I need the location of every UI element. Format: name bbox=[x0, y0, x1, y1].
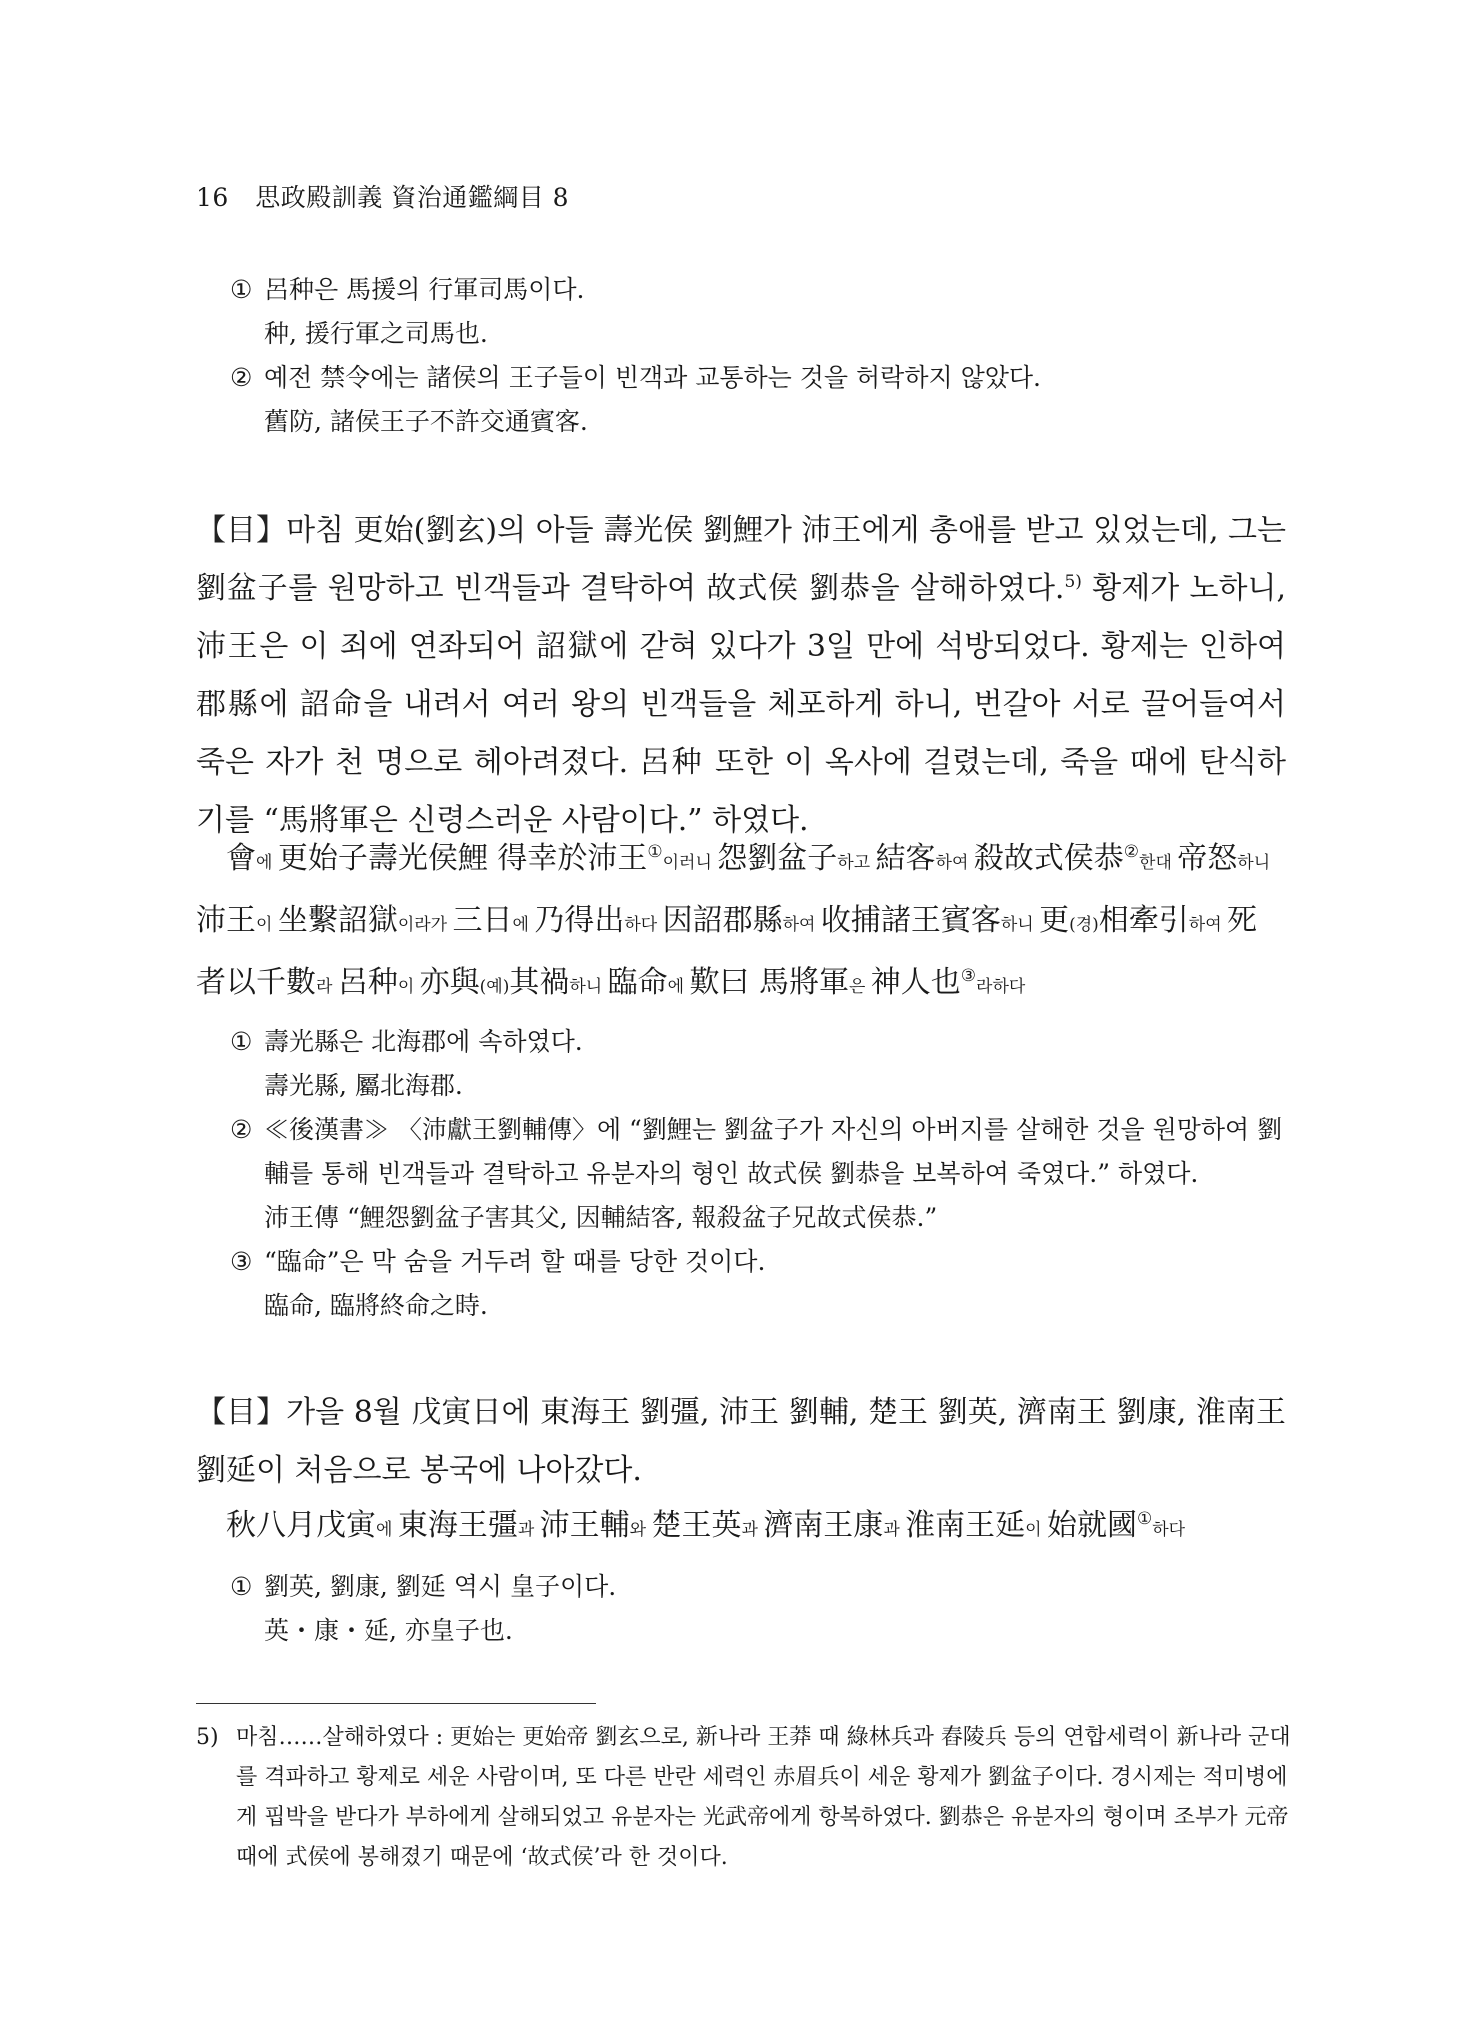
hanmun-text: 收捕諸王賓客 bbox=[820, 903, 1001, 938]
hanmun-particle: 와 bbox=[629, 1520, 652, 1540]
page-number: 16 bbox=[196, 183, 229, 212]
hanmun-text: 殺故式侯恭 bbox=[973, 841, 1124, 876]
footnote-number: 5) bbox=[196, 1725, 219, 1750]
mok-paragraph-translation bbox=[196, 502, 1286, 850]
hanmun-text: 三日 bbox=[452, 903, 513, 938]
note-item bbox=[230, 1108, 1304, 1240]
hanmun-particle: 에 bbox=[256, 853, 278, 873]
note-classical: 舊防, 諸侯王子不許交通賓客. bbox=[264, 407, 588, 436]
mok-text-a: 마침 更始(劉玄)의 아들 壽光侯 劉鯉가 沛王에게 총애를 받고 있었는데, 그는 劉盆子를 원망하고 빈객들과 결탁하여 故式侯 劉恭을 살해하였다. bbox=[196, 513, 1286, 606]
note-item bbox=[230, 1020, 1304, 1108]
hanmun-text: 相牽引 bbox=[1098, 903, 1189, 938]
hanmun-particle: 과 bbox=[517, 1520, 540, 1540]
hanmun-text: 怨劉盆子 bbox=[717, 841, 838, 876]
hanmun-particle: 에 bbox=[376, 1520, 398, 1540]
hanmun-particle: 과 bbox=[883, 1520, 906, 1540]
note-ref: ③ bbox=[960, 966, 977, 986]
hanmun-particle: 이 bbox=[256, 915, 278, 935]
hanmun-particle: 은 bbox=[848, 977, 871, 997]
hanmun-particle: 하여 bbox=[1188, 915, 1228, 935]
footnote-text: 마침……살해하였다 : 更始는 更始帝 劉玄으로, 新나라 王莽 때 綠林兵과 舂陵兵 등의 연합세력이 新나라 군대를 격파하고 황제로 세운 사람이며, 또 다른 반란 세력인 赤眉兵이 세운 황제가 劉盆子이다. 경시제는 적미병에게 핍박을 받다가 부하에게 살해되었고 유분자는 光武帝에게 항복하였다. 劉恭은 유분자의 형이며 조부가 元帝 때에 式侯에 봉해졌기 때문에 ‘故式侯’라 한 것이다. bbox=[236, 1725, 1291, 1870]
mok-paragraph-translation-2 bbox=[196, 1384, 1286, 1500]
notes-bottom bbox=[230, 1565, 616, 1653]
book-title: 思政殿訓義 資治通鑑綱目 8 bbox=[255, 183, 570, 212]
mok-tag: 【目】 bbox=[196, 1395, 287, 1430]
hanmun-particle: 이라가 bbox=[397, 915, 453, 935]
note-item bbox=[230, 356, 1041, 444]
hanmun-particle: (예) bbox=[479, 977, 510, 997]
hanmun-particle: 라 bbox=[316, 977, 338, 997]
hanmun-particle: (경) bbox=[1069, 915, 1099, 935]
hanmun-particle: 이러니 bbox=[662, 853, 718, 873]
hanmun-text: 臨命 bbox=[607, 965, 668, 1000]
footnote bbox=[196, 1718, 1291, 1878]
note-classical: 沛王傳 “鯉怨劉盆子害其父, 因輔結客, 報殺盆子兄故式侯恭.” bbox=[264, 1203, 938, 1232]
hanmun-particle: 하다 bbox=[624, 915, 663, 935]
footnote-ref: 5) bbox=[1064, 572, 1082, 592]
hanmun-text: 歎曰 馬將軍 bbox=[689, 965, 849, 1000]
hanmun-text: 東海王彊 bbox=[397, 1508, 518, 1543]
hanmun-text: 會 bbox=[226, 841, 256, 876]
note-classical: 种, 援行軍之司馬也. bbox=[264, 319, 488, 348]
note-number: ② bbox=[230, 363, 253, 392]
hanmun-text: 神人也 bbox=[870, 965, 961, 1000]
hanmun-paragraph bbox=[196, 830, 1286, 1016]
running-header bbox=[196, 178, 569, 214]
hanmun-text: 坐繫詔獄 bbox=[277, 903, 398, 938]
note-number: ① bbox=[230, 1027, 253, 1056]
hanmun-text: 更始子壽光侯鯉 得幸於沛王 bbox=[277, 841, 648, 876]
hanmun-particle: 에 bbox=[667, 977, 690, 997]
hanmun-particle: 하니 bbox=[569, 977, 608, 997]
hanmun-text: 秋八月戊寅 bbox=[226, 1508, 376, 1543]
note-number: ① bbox=[230, 275, 253, 304]
hanmun-particle: 에 bbox=[512, 915, 535, 935]
hanmun-text: 其禍 bbox=[509, 965, 570, 1000]
hanmun-text: 始就國 bbox=[1046, 1508, 1137, 1543]
note-korean: 劉英, 劉康, 劉延 역시 皇子이다. bbox=[264, 1572, 617, 1601]
hanmun-text: 帝怒 bbox=[1177, 841, 1238, 876]
mok-tag: 【目】 bbox=[196, 513, 287, 548]
hanmun-text: 更 bbox=[1039, 903, 1070, 938]
note-number: ③ bbox=[230, 1247, 253, 1276]
hanmun-particle: 한대 bbox=[1139, 853, 1178, 873]
note-korean: 예전 禁令에는 諸侯의 王子들이 빈객과 교통하는 것을 허락하지 않았다. bbox=[264, 363, 1041, 392]
hanmun-particle: 이 bbox=[1025, 1520, 1047, 1540]
hanmun-text: 淮南王延 bbox=[905, 1508, 1026, 1543]
hanmun-particle: 하니 bbox=[1237, 853, 1271, 873]
hanmun-particle: 하여 bbox=[782, 915, 821, 935]
notes-top bbox=[230, 268, 1041, 444]
hanmun-particle: 하다 bbox=[1152, 1520, 1186, 1540]
note-item bbox=[230, 268, 1041, 356]
note-ref: ① bbox=[647, 842, 663, 862]
hanmun-particle: 하여 bbox=[935, 853, 974, 873]
hanmun-paragraph-2 bbox=[196, 1497, 1286, 1559]
hanmun-text: 呂种 bbox=[337, 965, 398, 1000]
hanmun-text: 沛王輔 bbox=[539, 1508, 630, 1543]
note-ref: ① bbox=[1136, 1509, 1153, 1529]
hanmun-particle: 라하다 bbox=[976, 977, 1026, 997]
hanmun-particle: 이 bbox=[397, 977, 420, 997]
note-korean: 呂种은 馬援의 行軍司馬이다. bbox=[264, 275, 585, 304]
note-korean: 壽光縣은 北海郡에 속하였다. bbox=[264, 1027, 583, 1056]
mok-text: 가을 8월 戊寅日에 東海王 劉彊, 沛王 劉輔, 楚王 劉英, 濟南王 劉康, 淮南王 劉延이 처음으로 봉국에 나아갔다. bbox=[196, 1395, 1287, 1488]
note-classical: 壽光縣, 屬北海郡. bbox=[264, 1071, 463, 1100]
note-number: ② bbox=[230, 1115, 253, 1144]
note-classical: 英・康・延, 亦皇子也. bbox=[264, 1616, 513, 1645]
hanmun-particle: 하니 bbox=[1000, 915, 1040, 935]
hanmun-text: 死者以千數 bbox=[196, 903, 1258, 1000]
footnote-divider bbox=[196, 1703, 596, 1704]
hanmun-text: 楚王英 bbox=[651, 1508, 742, 1543]
note-classical: 臨命, 臨將終命之時. bbox=[264, 1291, 488, 1320]
note-item bbox=[230, 1565, 616, 1653]
hanmun-text: 因詔郡縣 bbox=[662, 903, 783, 938]
hanmun-text: 結客 bbox=[875, 841, 936, 876]
note-item bbox=[230, 1240, 1304, 1328]
hanmun-text: 乃得出 bbox=[534, 903, 625, 938]
hanmun-particle: 하고 bbox=[837, 853, 876, 873]
hanmun-text: 亦與 bbox=[419, 965, 480, 1000]
note-number: ① bbox=[230, 1572, 253, 1601]
mok-text-b: 황제가 노하니, 沛王은 이 죄에 연좌되어 詔獄에 갇혀 있다가 3일 만에 석방되었다. 황제는 인하여 郡縣에 詔命을 내려서 여러 왕의 빈객들을 체포하게 하니, 번갈아 서로 끌어들여서 죽은 자가 천 명으로 헤아려졌다. 呂种 또한 이 옥사에 걸렸는데, 죽을 때에 탄식하기를 “馬將軍은 신령스러운 사람이다.” 하였다. bbox=[196, 571, 1286, 838]
hanmun-text: 沛王 bbox=[196, 903, 256, 938]
note-korean: ≪後漢書≫ 〈沛獻王劉輔傳〉에 “劉鯉는 劉盆子가 자신의 아버지를 살해한 것을 원망하여 劉輔를 통해 빈객들과 결탁하고 유분자의 형인 故式侯 劉恭을 보복하여 죽였다.” 하였다. bbox=[264, 1115, 1283, 1188]
notes-mid bbox=[230, 1020, 1304, 1328]
note-korean: “臨命”은 막 숨을 거두려 할 때를 당한 것이다. bbox=[264, 1247, 766, 1276]
hanmun-text: 濟南王康 bbox=[763, 1508, 884, 1543]
note-ref: ② bbox=[1123, 842, 1140, 862]
hanmun-particle: 과 bbox=[741, 1520, 764, 1540]
